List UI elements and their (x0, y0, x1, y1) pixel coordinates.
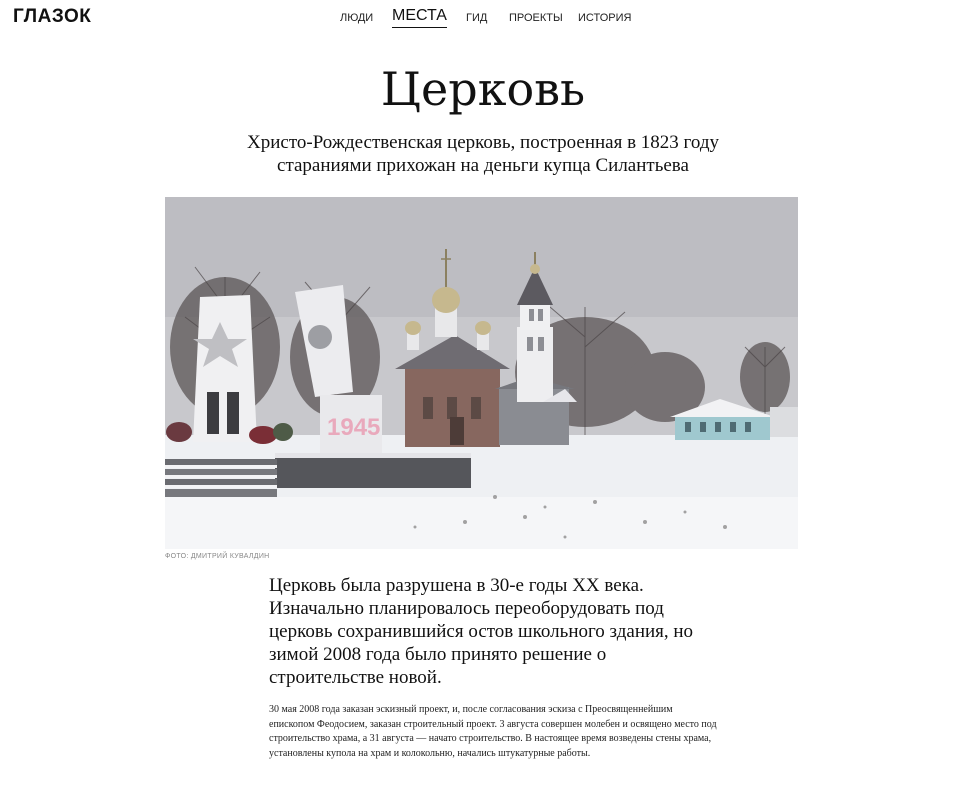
article-subtitle: Христо-Рождественская церковь, построенная в 1823 году стараниями прихожан на деньги купца Силантьева (247, 132, 719, 176)
article-body: 30 мая 2008 года заказан эскизный проект, и, после согласования эскиза с Преосвященнейшим епископом Феодосием, заказан строительный проект. 3 августа совершен молебен и освящено место под строительство храма, а 31 августа — начато строительство. В настоящее время возведены стены храма, установлены купола на храм и колокольню, начались штукатурные работы. (269, 704, 717, 759)
article-photo (165, 197, 798, 549)
article-lead: Церковь была разрушена в 30-е годы XX века. Изначально планировалось переоборудовать под церковь сохранившийся остов школьного здания, но зимой 2008 года было принято решение о строительстве новой. (269, 575, 694, 688)
monument-year-label: 1945 (327, 414, 381, 441)
site-logo[interactable]: ГЛАЗОК (13, 6, 92, 27)
main-nav (0, 0, 966, 36)
nav-item-history[interactable]: ИСТОРИЯ (578, 12, 632, 24)
nav-item-guide[interactable]: ГИД (466, 12, 488, 24)
church-winter-scene (165, 197, 798, 549)
photo-caption: ФОТО: ДМИТРИЙ КУВАЛДИН (165, 553, 270, 560)
nav-item-projects[interactable]: ПРОЕКТЫ (509, 12, 563, 24)
nav-item-people[interactable]: ЛЮДИ (340, 12, 374, 24)
nav-item-places[interactable]: МЕСТА (392, 7, 447, 28)
article-title: Церковь (380, 62, 586, 116)
